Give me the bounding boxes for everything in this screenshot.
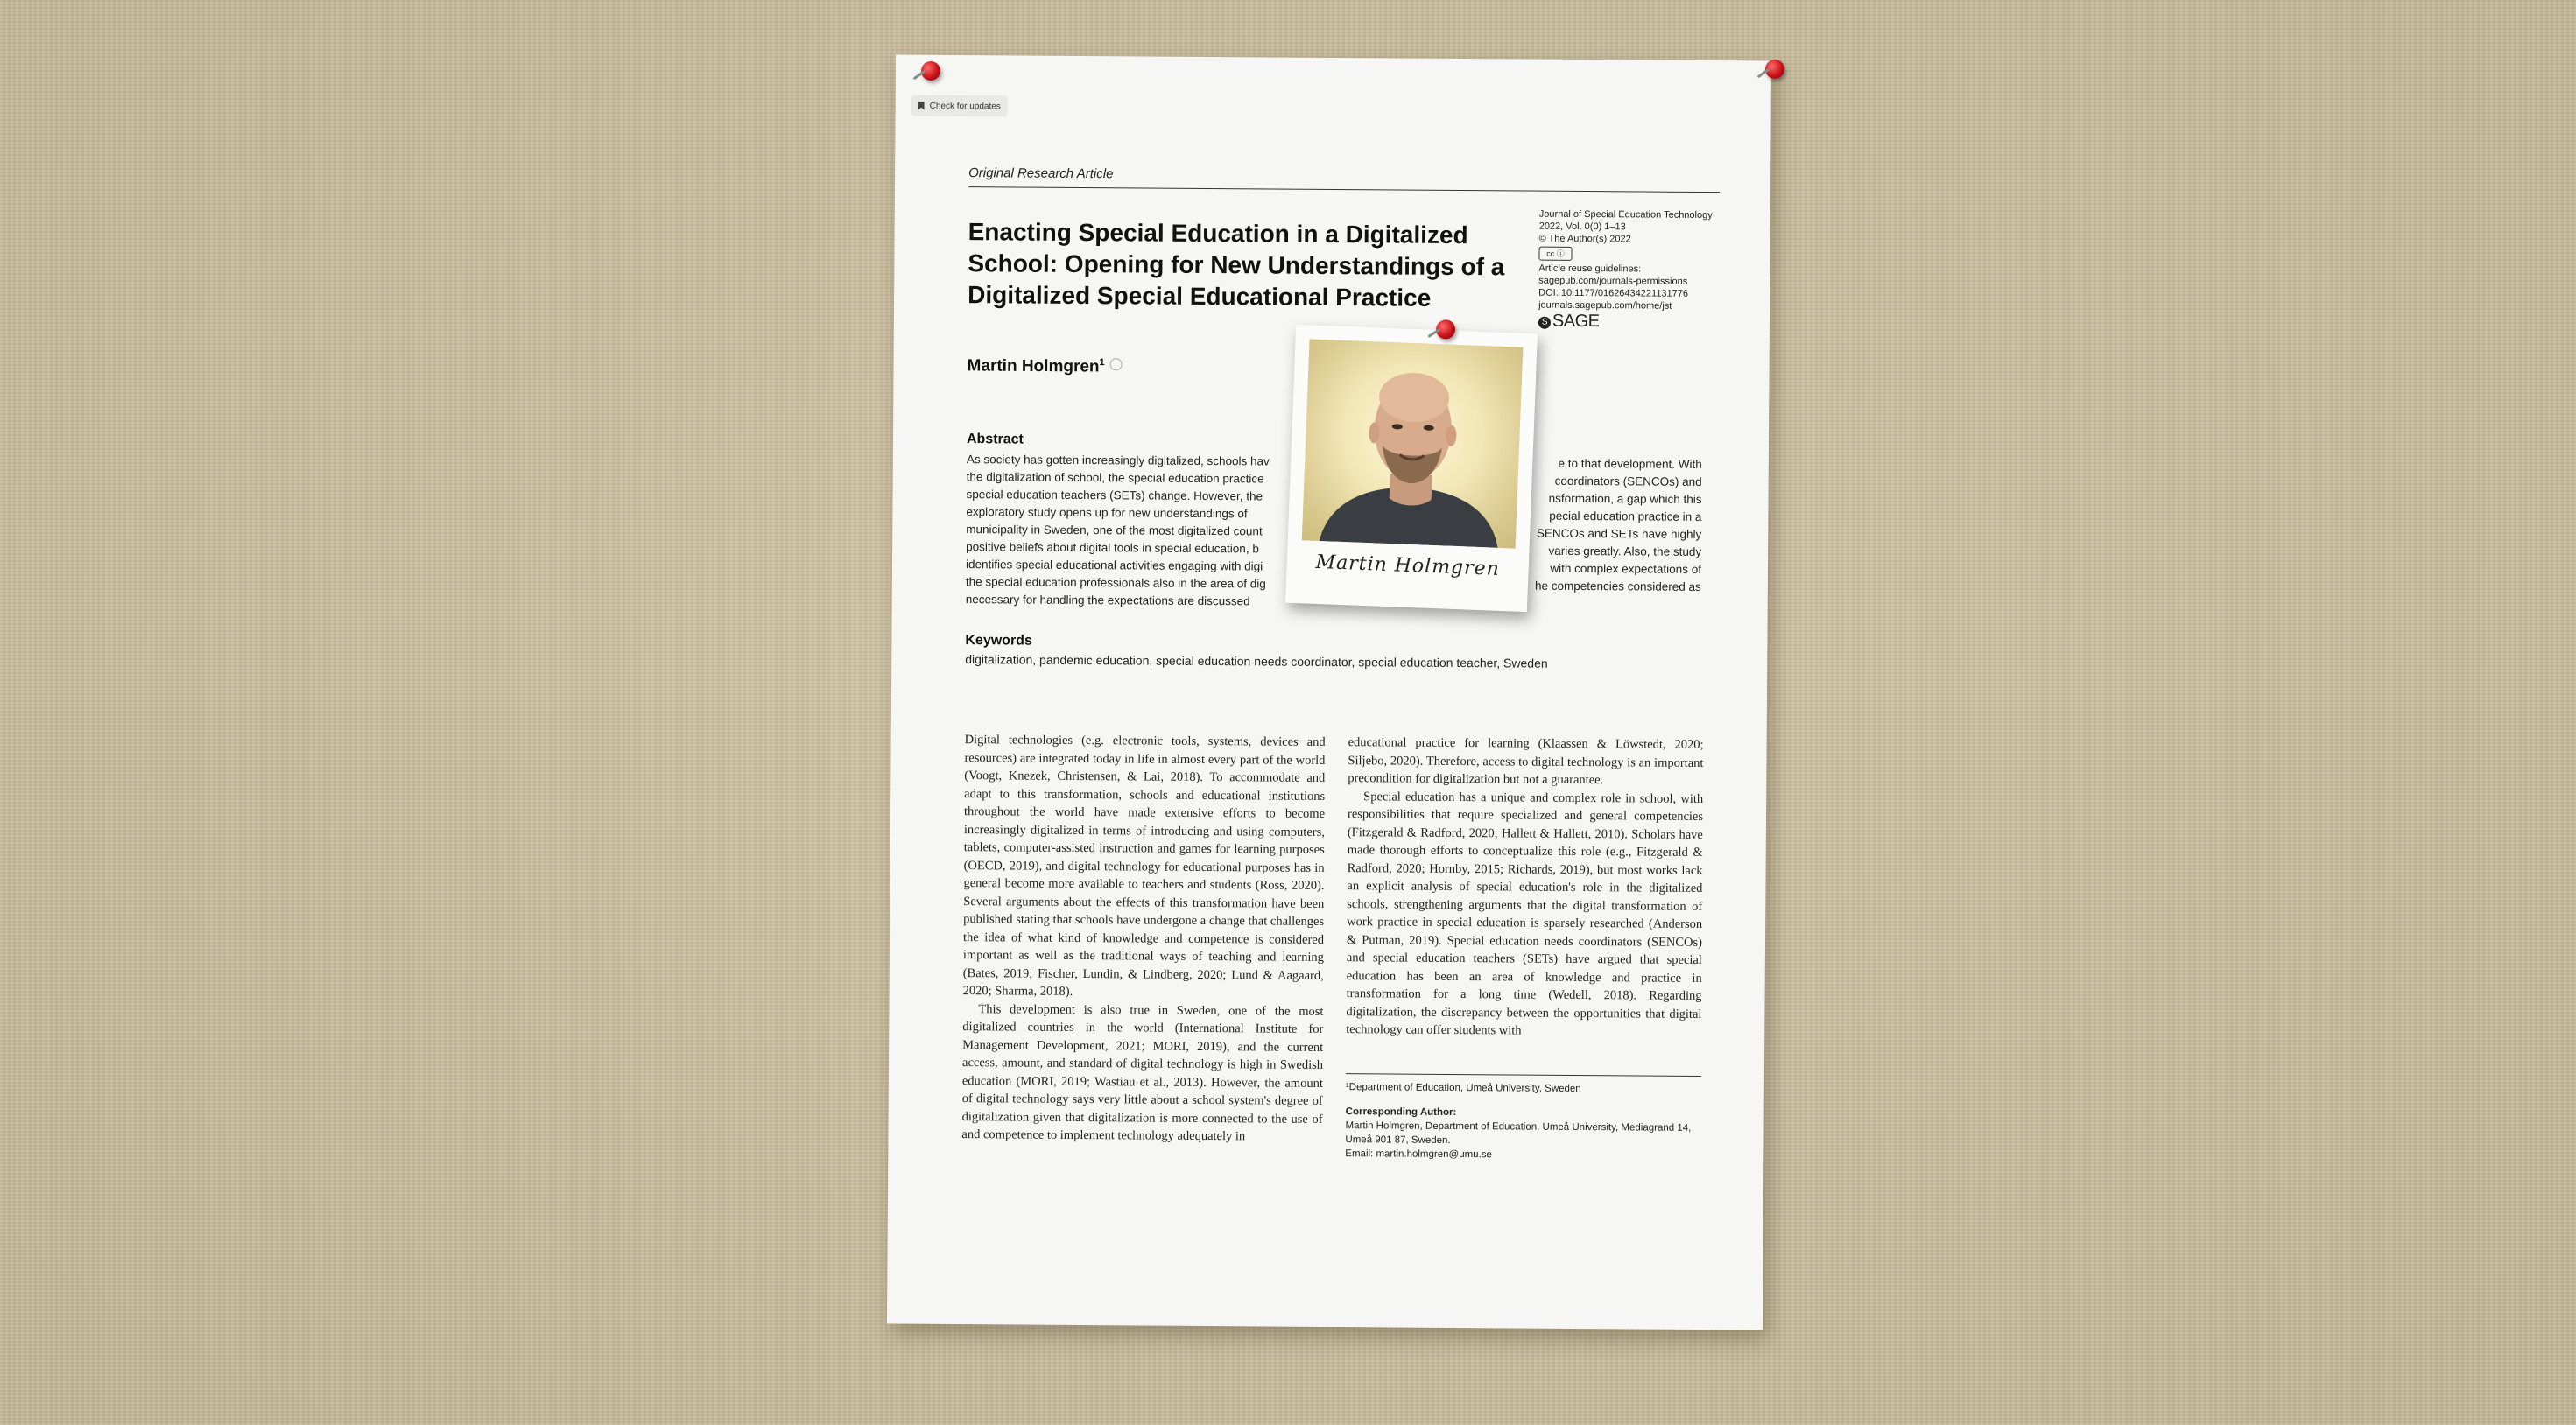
- corresponding-text: Martin Holmgren, Department of Education, Umeå University, Mediagrand 14, Umeå 901 87, Sweden.: [1345, 1120, 1692, 1146]
- abstract-line-right: with complex expectations of: [1550, 561, 1702, 576]
- journal-volume: 2022, Vol. 0(0) 1–13: [1538, 221, 1626, 233]
- author-portrait: [1302, 339, 1524, 548]
- email: Email: martin.holmgren@umu.se: [1345, 1148, 1492, 1161]
- author-polaroid-photo: [1285, 325, 1538, 612]
- journal-info: [1538, 208, 1732, 331]
- check-for-updates-badge: [911, 95, 1008, 117]
- body-column-right: [1346, 734, 1703, 1041]
- article-title: Enacting Special Education in a Digitalized School: Opening for New Understandings of a Digitalized Special Educational Practice: [968, 218, 1505, 312]
- portrait-illustration: [1302, 339, 1524, 548]
- abstract-line-left: special education teachers (SETs) change. However, the: [966, 488, 1263, 503]
- affiliation: ¹Department of Education, Umeå University, Sweden: [1345, 1082, 1581, 1095]
- abstract-line-left: the special education professionals also in the area of dig: [965, 575, 1266, 591]
- abstract-line-left: positive beliefs about digital tools in special education, b: [966, 540, 1259, 556]
- journal-url: journals.sagepub.com/home/jst: [1538, 299, 1672, 312]
- header-rule: [968, 186, 1720, 193]
- abstract-line-right: he competencies considered as: [1534, 579, 1701, 593]
- abstract-line-right: nsformation, a gap which this: [1548, 491, 1702, 506]
- abstract-line-left: exploratory study opens up for new understandings of: [966, 505, 1248, 521]
- body-paragraph: Special education has a unique and complex role in school, with responsibilities that require specialized and general competencies (Fitzgerald & Radford, 2020; Hallett & Hallett, 2010). Scholars have made thorough efforts to conceptualize this role (e.g., Fitzgerald & Radford, 2020; Hornby, 2015; Richards, 2019), but most works lack an explicit analysis of special education's role in the digitalized schools, strengthening arguments that the digital transformation of work practice in special education is sparsely researched (Anderson & Putman, 2019). Special education needs coordinators (SENCOs) and special education teachers (SETs) have argued that special education has been an area of knowledge and practice in transformation for a long time (Wedell, 2018). Regarding digitalization, the discrepancy between the opportunities that digital technology can offer students with: [1346, 789, 1704, 1038]
- polaroid-caption: Martin Holmgren: [1315, 551, 1501, 580]
- abstract-line-right: pecial education practice in a: [1549, 509, 1702, 523]
- abstract-line-left: necessary for handling the expectations are discussed: [965, 593, 1250, 608]
- footnote-rule: [1346, 1073, 1701, 1077]
- journal-copyright: © The Author(s) 2022: [1538, 233, 1631, 245]
- keywords-list: digitalization, pandemic education, special education needs coordinator, special education teacher, Sweden: [965, 652, 1548, 670]
- article-type: Original Research Article: [968, 165, 1114, 182]
- abstract-line-right: varies greatly. Also, the study: [1548, 544, 1702, 558]
- sage-s-icon: S: [1538, 317, 1551, 329]
- pushpin-polaroid: [1436, 319, 1456, 340]
- reuse-guidelines: Article reuse guidelines:: [1538, 263, 1642, 275]
- pushpin-top-left: [921, 61, 940, 81]
- doi: DOI: 10.1177/01626434221131776: [1538, 287, 1689, 299]
- abstract-line-right: coordinators (SENCOs) and: [1554, 474, 1702, 488]
- abstract-line-left: municipality in Sweden, one of the most digitalized count: [966, 523, 1263, 538]
- abstract-line-left: identifies special educational activities engaging with digi: [965, 558, 1263, 573]
- abstract-line-left: the digitalization of school, the special education practice: [966, 470, 1264, 486]
- corresponding-heading: Corresponding Author:: [1345, 1106, 1457, 1119]
- abstract-heading: Abstract: [966, 432, 1024, 447]
- body-paragraph: Digital technologies (e.g. electronic tools, systems, devices and resources) are integrated today in life in almost every part of the world (Voogt, Knezek, Christensen, & Lai, 2018). To accommodate and adapt to this transformation, schools and educational institutions throughout the world have made extensive efforts to become increasingly digitalized in terms of introducing and using computers, tablets, computer-assisted instruction and games for learning purposes (OECD, 2019), and digital technology for educational purposes has in general become more available to teachers and students (Ross, 2020). Several arguments about the effects of this transformation have been published stating that schools have undergone a change that challenges the idea of what kind of knowledge and competence is considered important as well as the traditional ways of teaching and learning (Bates, 2019; Fischer, Lundin, & Lindberg, 2020; Lund & Aagaard, 2020; Sharma, 2018).: [962, 733, 1326, 999]
- abstract-line-left: As society has gotten increasingly digitalized, schools hav: [966, 453, 1270, 468]
- sage-logo: S SAGE: [1538, 315, 1731, 331]
- paper-sheet: [887, 55, 1771, 1330]
- body-column-left: [961, 731, 1325, 1146]
- bookmark-icon: [918, 102, 925, 110]
- check-updates-label: Check for updates: [929, 101, 1001, 111]
- journal-name: Journal of Special Education Technology: [1538, 208, 1713, 221]
- body-paragraph: This development is also true in Sweden, one of the most digitalized countries in the world (International Institute for Management Development, 2021; MORI, 2019), and the current access, amount, and standard of digital technology is high in Swedish education (MORI, 2019; Wastiau et al., 2013). However, the amount of digital technology says very little about a school system's degree of digitalization given that digitalization is more connected to the use of and competence to implement technology adequately in: [961, 1001, 1324, 1144]
- pushpin-top-right: [1765, 60, 1784, 79]
- body-paragraph: educational practice for learning (Klaassen & Löwstedt, 2020; Siljebo, 2020). Therefore, access to digital technology is an important precondition for digitalization but not a guarantee.: [1348, 735, 1704, 788]
- cc-license-icon: cc ⓘ: [1538, 247, 1572, 261]
- abstract-line-right: e to that development. With: [1558, 456, 1702, 471]
- orcid-icon: [1110, 359, 1123, 371]
- author-name: Martin Holmgren$^1$: [968, 356, 1123, 377]
- keywords-heading: Keywords: [965, 633, 1032, 649]
- corresponding-author: [1345, 1105, 1713, 1163]
- permissions-link: sagepub.com/journals-permissions: [1538, 275, 1688, 287]
- abstract-line-right: SENCOs and SETs have highly: [1536, 526, 1702, 541]
